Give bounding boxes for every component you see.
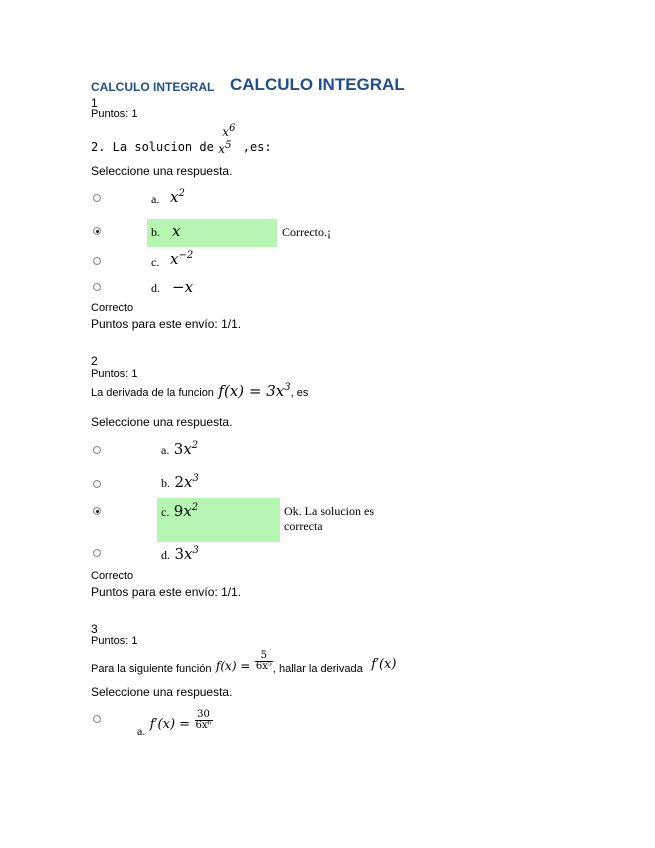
- q1-prompt: Seleccione una respuesta.: [91, 164, 233, 178]
- q2-feedback-line1: Ok. La solucion es: [284, 504, 374, 518]
- q1-option-c-base: x: [170, 250, 179, 268]
- q2-option-a-exp: 2: [191, 440, 199, 451]
- q3-stem-mid: , hallar la derivada: [272, 662, 363, 675]
- q2-option-c-exp: 2: [191, 502, 199, 513]
- q1-status: Correcto: [91, 302, 134, 314]
- q2-option-d[interactable]: d. $3x^3$: [161, 545, 199, 563]
- q3-prompt: Seleccione una respuesta.: [91, 685, 233, 699]
- q1-option-d-base: −x: [172, 278, 194, 296]
- q1-option-d-math[interactable]: [172, 278, 193, 296]
- q1-option-a-exp: 2: [178, 188, 185, 199]
- q1-option-a-radio[interactable]: [93, 194, 101, 202]
- course-title-large: CALCULO INTEGRAL: [230, 75, 405, 94]
- q3-option-a-lhs: f′(x) =: [149, 716, 191, 732]
- q1-fraction: [218, 122, 238, 156]
- q3-option-a-radio[interactable]: [93, 715, 101, 723]
- q2-option-a-letter: a.: [161, 443, 170, 457]
- q2-option-b-exp: 3: [192, 473, 199, 484]
- q2-status: Correcto: [91, 570, 134, 582]
- q2-stem-post: , es: [290, 387, 309, 399]
- q2-stem-pre: La derivada de la funcion: [91, 387, 214, 399]
- q2-option-b[interactable]: b. $2x^3$: [161, 473, 199, 491]
- q1-option-b-math[interactable]: [172, 222, 180, 240]
- q3-frac-den: 6x⁵: [255, 661, 272, 672]
- q2-option-a[interactable]: a. $3x^2$: [161, 440, 199, 458]
- q3-option-a[interactable]: [137, 709, 213, 738]
- q2-feedback: [284, 504, 374, 534]
- q1-option-d-letter: d.: [151, 281, 160, 295]
- q2-feedback-line2: correcta: [284, 519, 323, 533]
- q1-stem-pre: 2. La solucion de: [91, 140, 214, 154]
- q1-number: 1: [91, 96, 98, 110]
- q2-number: 2: [91, 354, 98, 368]
- q1-frac-num-exp: 6: [229, 123, 236, 134]
- q1-score: Puntos para este envío: 1/1.: [91, 317, 242, 331]
- q3-frac-num: 5: [255, 651, 273, 662]
- q2-option-c-radio[interactable]: [93, 507, 101, 515]
- q2-option-c-coef: 9: [173, 502, 184, 520]
- q1-selected-highlight: [147, 219, 277, 247]
- q2-stem: [91, 382, 308, 401]
- q3-option-a-fraction: [195, 710, 213, 731]
- q3-number: 3: [91, 622, 98, 636]
- q3-stem-pre: Para la siguiente función: [91, 662, 212, 675]
- q2-option-a-coef: 3: [173, 440, 184, 458]
- q3-stem: [91, 650, 397, 675]
- q1-points: Puntos: 1: [91, 108, 138, 120]
- q2-option-d-letter: d.: [161, 548, 170, 562]
- q2-prompt: Seleccione una respuesta.: [91, 415, 233, 429]
- q1-stem: [91, 122, 272, 156]
- q3-points: Puntos: 1: [91, 635, 138, 647]
- q2-option-d-coef: 3: [174, 545, 184, 563]
- q3-option-a-letter: a.: [137, 723, 146, 738]
- q2-stem-math-exp: 3: [284, 382, 291, 393]
- q2-option-c[interactable]: c. $9x^2$: [161, 502, 199, 520]
- q3-option-a-num: 30: [195, 710, 213, 721]
- course-title-small: CALCULO INTEGRAL: [91, 80, 215, 94]
- q1-option-c-radio[interactable]: [93, 257, 101, 265]
- q2-score: Puntos para este envío: 1/1.: [91, 585, 242, 599]
- q2-option-c-letter: c.: [161, 505, 170, 519]
- q2-option-a-radio[interactable]: [93, 446, 101, 454]
- q1-option-c-math[interactable]: [170, 250, 193, 268]
- q1-frac-den: x: [218, 142, 226, 156]
- q2-option-b-coef: 2: [174, 473, 184, 491]
- q1-option-b-radio[interactable]: [93, 227, 101, 235]
- q2-stem-math: [218, 382, 290, 400]
- q3-fprime: f′(x): [371, 656, 397, 672]
- q2-option-d-exp: 3: [192, 545, 199, 556]
- q1-option-c-letter: c.: [151, 255, 160, 269]
- q2-stem-math-base: f(x) = 3x: [218, 382, 285, 400]
- q3-option-a-den: 6x⁶: [195, 720, 212, 731]
- q2-option-b-letter: b.: [161, 476, 170, 490]
- q2-option-b-radio[interactable]: [93, 480, 101, 488]
- q2-points: Puntos: 1: [91, 368, 138, 380]
- q1-frac-num: x: [222, 125, 230, 139]
- q3-fx: f(x) =: [215, 658, 251, 673]
- q1-option-c-exp: −2: [178, 250, 194, 261]
- q1-option-b-letter: b.: [151, 225, 160, 239]
- q1-option-d-radio[interactable]: [93, 283, 101, 291]
- q1-option-a-letter: a.: [151, 192, 160, 206]
- q1-feedback: Correcto.¡: [282, 225, 331, 239]
- q1-option-b-base: x: [172, 222, 181, 240]
- q2-option-d-radio[interactable]: [93, 549, 101, 557]
- q1-stem-post: ,es:: [242, 140, 272, 154]
- q1-option-a-math[interactable]: [170, 188, 185, 206]
- q1-option-a-base: x: [170, 188, 179, 206]
- q1-frac-den-exp: 5: [225, 140, 232, 151]
- q3-fraction: [255, 651, 273, 672]
